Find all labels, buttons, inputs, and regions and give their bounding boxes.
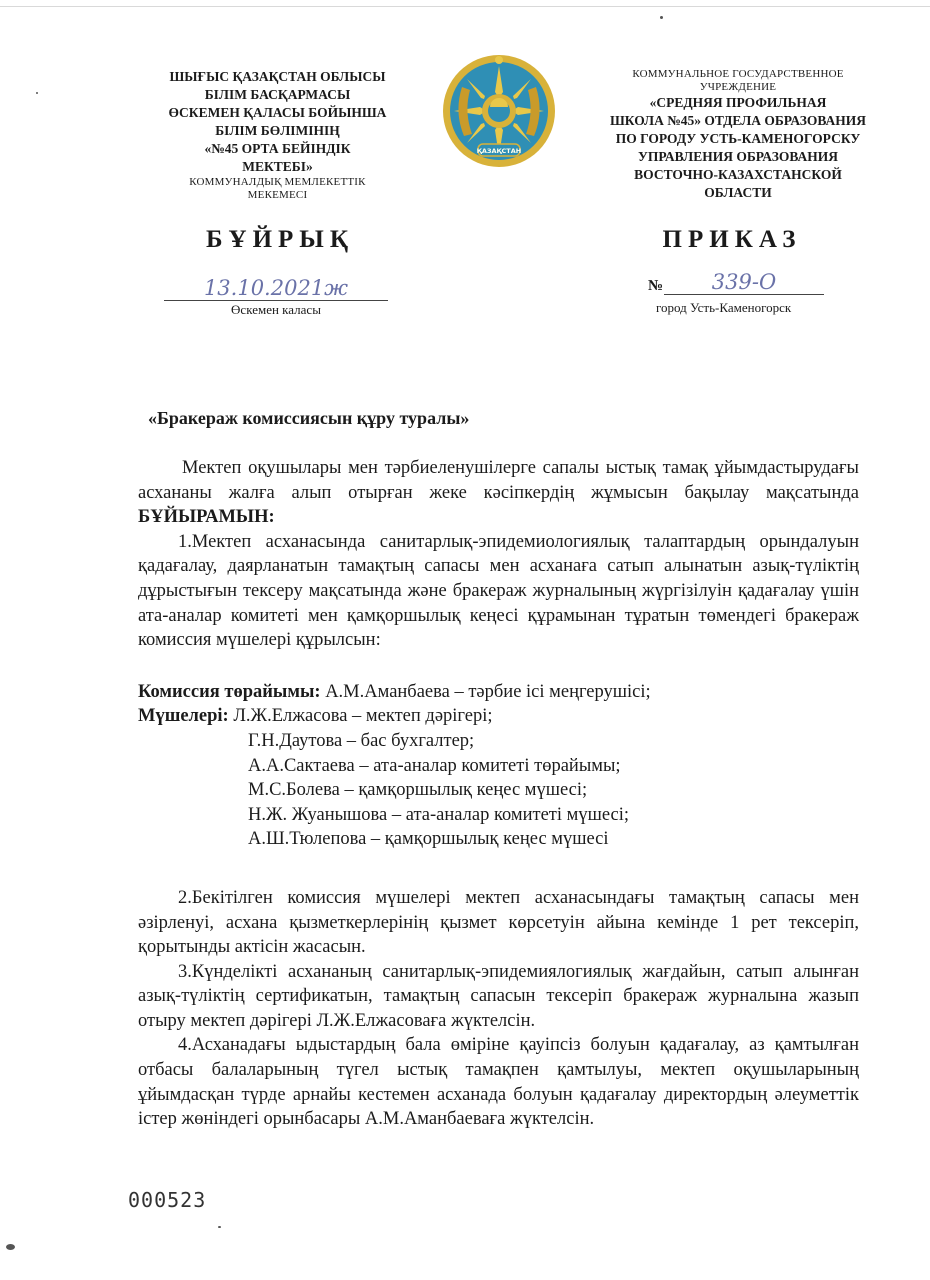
number-handwritten: 339-О — [711, 270, 777, 294]
item-4: 4.Асханадағы ыдыстардың бала өміріне қауіпсіз болуын қадағалау, аз қамтылған отбасы балаларының түгел ыстық тамақпен қамтылуы, мектеп оқушыларының ұйымдасқан түрде арнайы кестемен асханада болуын қадағалау директордың әлеуметтік істер жөніндегі орынбасары А.М.Аманбаеваға жүктелсін. — [138, 1035, 859, 1130]
header-right-small-line: УЧРЕЖДЕНИЕ — [699, 81, 777, 93]
header-right-line: ПО ГОРОДУ УСТЬ-КАМЕНОГОРСКУ — [615, 131, 861, 146]
commission-member: Г.Н.Даутова – бас бухгалтер; — [248, 730, 475, 751]
item-1: 1.Мектеп асханасында санитарлық-эпидемиологиялық талаптардың орындалуын қадағалау, даярланатын тамақтың сапасы мен асханаға сатып алынатын азық-түліктің дұрыстығын тексеру мақсатында және бракераж журналының жүргізілуін қадағалау үшін ата-аналар комитеті мен қамқоршылық кеңесі құрамынан тұратын төмендегі бракераж комиссия мүшелері құрылсын: — [138, 531, 859, 651]
header-left-line: ШЫҒЫС ҚАЗАҚСТАН ОБЛЫСЫ — [169, 69, 386, 84]
commission-member: А.А.Сактаева – ата-аналар комитеті төрайымы; — [248, 755, 621, 776]
intro-emphasis: БҰЙЫРАМЫН: — [138, 507, 275, 528]
header-left — [140, 68, 415, 202]
city-kazakh: Өскемен каласы — [231, 302, 321, 317]
header-right-line: «СРЕДНЯЯ ПРОФИЛЬНАЯ — [649, 95, 827, 110]
header-right-small-line: КОММУНАЛЬНОЕ ГОСУДАРСТВЕННОЕ — [632, 68, 844, 80]
first-member-text: Л.Ж.Елжасова – мектеп дәрігері; — [228, 706, 493, 727]
item-2: 2.Бекітілген комиссия мүшелері мектеп асханасындағы тамақтың сапасы мен әзірленуі, асхана қызметкерлерінің қызмет көрсетуін айына кемінде 1 рет тексеріп, қорытынды актісін жасасын. — [138, 887, 859, 958]
chair-text: А.М.Аманбаева – тәрбие ісі меңгерушісі; — [320, 681, 651, 702]
scan-speck — [6, 1244, 15, 1250]
commission-member: А.Ш.Тюлепова – қамқоршылық кеңес мүшесі — [248, 829, 609, 850]
date-handwritten: 13.10.2021ж — [203, 276, 349, 300]
header-left-line: ӨСКЕМЕН ҚАЛАСЫ БОЙЫНША — [168, 105, 387, 120]
scan-speck — [218, 1226, 221, 1228]
members-label: Мүшелері: — [138, 706, 229, 727]
header-right-line: УПРАВЛЕНИЯ ОБРАЗОВАНИЯ — [638, 149, 838, 164]
header-right — [588, 68, 888, 202]
scan-edge-line — [0, 6, 930, 7]
number-label: № — [648, 278, 664, 294]
number-field — [664, 270, 824, 295]
commission-list — [138, 680, 859, 852]
commission-member: М.С.Болева – қамқоршылық кеңес мүшесі; — [248, 780, 588, 801]
header-left-line: БІЛІМ БАСҚАРМАСЫ — [204, 87, 351, 102]
doc-title-russian: ПРИКАЗ — [662, 226, 802, 253]
commission-first-member — [138, 704, 859, 729]
intro-paragraph — [138, 456, 859, 530]
header-right-line: ШКОЛА №45» ОТДЕЛА ОБРАЗОВАНИЯ — [609, 113, 867, 128]
scan-speck — [36, 92, 38, 94]
chair-label: Комиссия төрайымы: — [138, 681, 321, 702]
header-left-line: «№45 ОРТА БЕЙІНДІК — [204, 141, 351, 156]
header-left-small-line: КОММУНАЛДЫҚ МЕМЛЕКЕТТІК — [189, 176, 366, 188]
item-3: 3.Күнделікті асхананың санитарлық-эпидемиялогиялық жағдайын, сатып алынған азық-түліктің сертификатын, тамақтың сапасын тексеріп бракераж журналына жазып отыру мектеп дәрігері Л.Ж.Елжасоваға жүктелсін. — [138, 961, 859, 1031]
scan-speck — [660, 16, 663, 19]
header-left-line: МЕКТЕБІ» — [242, 159, 313, 174]
order-subject: «Бракераж комиссиясын құру туралы» — [148, 408, 470, 428]
commission-chair — [138, 680, 859, 705]
state-emblem-icon — [440, 52, 558, 170]
date-field — [164, 276, 388, 301]
city-russian: город Усть-Каменогорск — [656, 300, 792, 315]
header-left-small-line: МЕКЕМЕСІ — [247, 189, 308, 201]
doc-title-kazakh: БҰЙРЫҚ — [206, 226, 354, 253]
header-left-line: БІЛІМ БӨЛІМІНІҢ — [215, 123, 340, 138]
serial-number: 000523 — [128, 1188, 207, 1212]
commission-member: Н.Ж. Жуанышова – ата-аналар комитеті мүшесі; — [248, 804, 630, 825]
emblem-label: ҚАЗАҚСТАН — [476, 147, 522, 155]
intro-text: Мектеп оқушылары мен тәрбиеленушілерге сапалы ыстық тамақ ұйымдастырудағы асхананы жалға алып отырған жеке кәсіпкердің жұмысын бақылау мақсатында — [138, 458, 859, 503]
order-body — [138, 456, 859, 1132]
header-right-line: ВОСТОЧНО-КАЗАХСТАНСКОЙ — [634, 167, 842, 182]
header-right-line: ОБЛАСТИ — [704, 185, 772, 200]
